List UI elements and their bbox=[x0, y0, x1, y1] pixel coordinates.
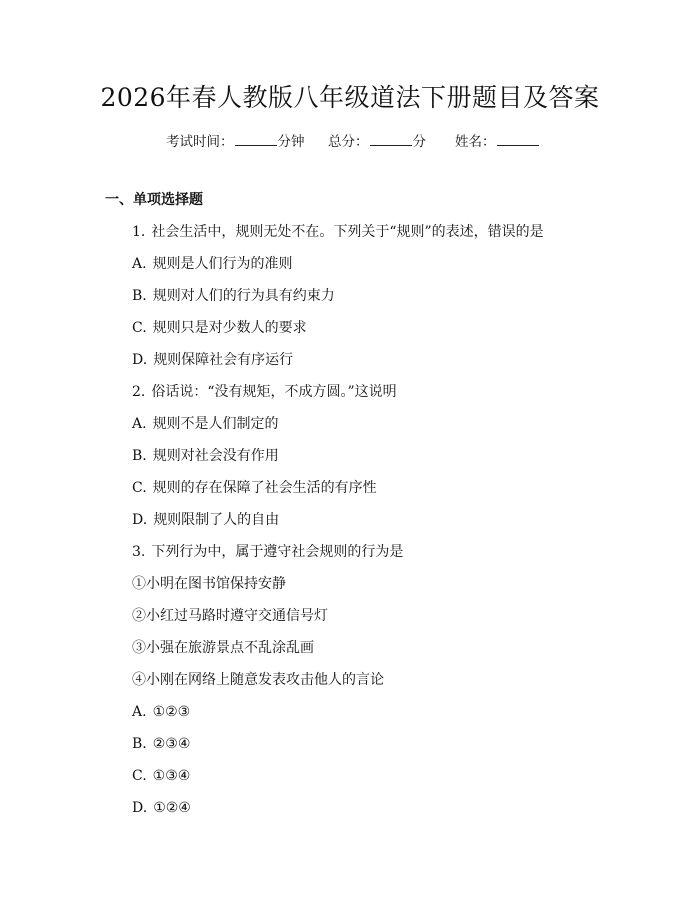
option-text: 规则是人们行为的准则 bbox=[152, 256, 293, 272]
exam-time bbox=[166, 131, 305, 152]
option-label: A. bbox=[132, 416, 147, 432]
option-label: C. bbox=[132, 768, 147, 784]
option-text: ①③④ bbox=[152, 768, 191, 784]
exam-time-label: 考试时间： bbox=[166, 134, 234, 150]
exam-time-blank bbox=[235, 131, 277, 146]
option-text: ①②④ bbox=[153, 800, 191, 816]
option-label: C. bbox=[132, 320, 147, 336]
question-stem bbox=[132, 222, 544, 242]
option-label: A. bbox=[132, 704, 147, 720]
option-text: 规则只是对少数人的要求 bbox=[152, 320, 307, 336]
option-item bbox=[132, 734, 190, 754]
option-item bbox=[132, 254, 293, 274]
option-label: D. bbox=[132, 800, 148, 816]
option-label: B. bbox=[132, 736, 147, 752]
option-label: B. bbox=[132, 288, 147, 304]
option-item bbox=[132, 286, 335, 306]
question-stem bbox=[132, 542, 403, 562]
option-label: A. bbox=[132, 256, 147, 272]
question-text: 俗话说：“没有规矩，不成方圆。”这说明 bbox=[151, 384, 397, 400]
option-item bbox=[132, 702, 190, 722]
exam-score bbox=[328, 131, 426, 152]
option-item bbox=[132, 766, 190, 786]
question-stem bbox=[132, 382, 397, 402]
document-title: 2026年春人教版八年级道法下册题目及答案 bbox=[100, 83, 600, 112]
option-label: D. bbox=[132, 352, 148, 368]
option-item bbox=[132, 446, 279, 466]
exam-score-unit: 分 bbox=[412, 134, 426, 150]
option-text: ①②③ bbox=[152, 704, 191, 720]
statement-item: ④小刚在网络上随意发表攻击他人的言论 bbox=[132, 672, 384, 688]
question-text: 社会生活中，规则无处不在。下列关于“规则”的表述，错误的是 bbox=[151, 224, 544, 240]
question-number: 1. bbox=[132, 224, 146, 240]
exam-score-label: 总分： bbox=[328, 134, 369, 150]
exam-time-unit: 分钟 bbox=[277, 134, 305, 150]
option-item bbox=[132, 798, 191, 818]
option-text: 规则的存在保障了社会生活的有序性 bbox=[152, 480, 377, 496]
option-text: 规则对人们的行为具有约束力 bbox=[152, 288, 335, 304]
question-text: 下列行为中，属于遵守社会规则的行为是 bbox=[151, 544, 404, 560]
option-label: D. bbox=[132, 512, 148, 528]
statement-item: ①小明在图书馆保持安静 bbox=[132, 576, 286, 592]
statement-item: ②小红过马路时遵守交通信号灯 bbox=[132, 608, 328, 624]
exam-name bbox=[455, 131, 540, 152]
question-number: 3. bbox=[132, 544, 146, 560]
option-item bbox=[132, 318, 307, 338]
exam-score-blank bbox=[370, 131, 412, 146]
option-text: 规则对社会没有作用 bbox=[152, 448, 279, 464]
exam-name-label: 姓名： bbox=[455, 134, 496, 150]
option-text: 规则限制了人的自由 bbox=[153, 512, 280, 528]
option-text: ②③④ bbox=[152, 736, 191, 752]
option-label: C. bbox=[132, 480, 147, 496]
section-title: 一、单项选择题 bbox=[105, 192, 203, 208]
option-item bbox=[132, 478, 377, 498]
option-text: 规则保障社会有序运行 bbox=[153, 352, 294, 368]
question-number: 2. bbox=[132, 384, 146, 400]
option-item bbox=[132, 414, 279, 434]
option-item bbox=[132, 350, 293, 370]
option-text: 规则不是人们制定的 bbox=[152, 416, 279, 432]
statement-item: ③小强在旅游景点不乱涂乱画 bbox=[132, 640, 314, 656]
option-label: B. bbox=[132, 448, 147, 464]
option-item bbox=[132, 510, 279, 530]
exam-name-blank bbox=[497, 131, 539, 146]
